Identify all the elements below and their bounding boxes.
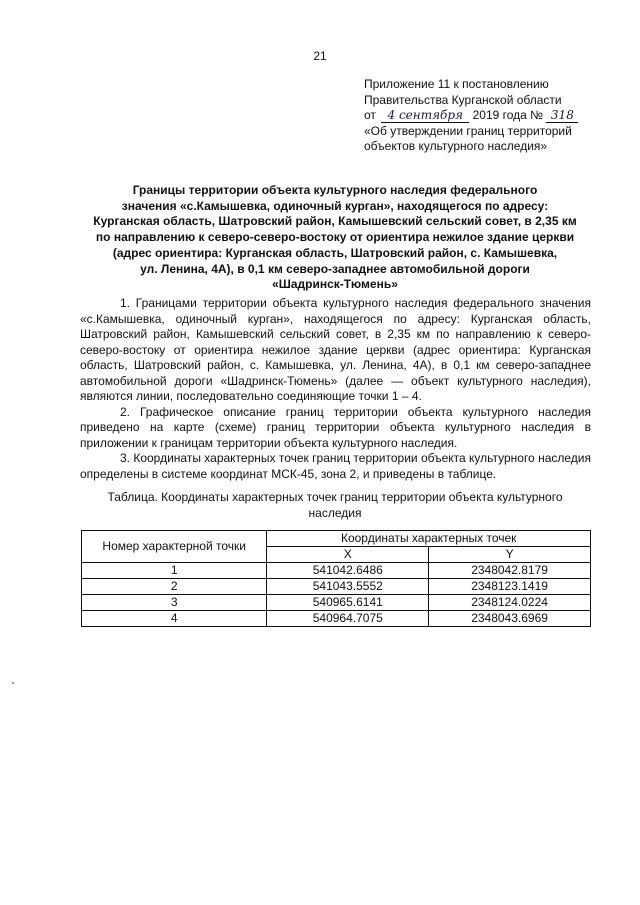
appendix-line-2: Правительства Курганской области xyxy=(364,92,562,107)
header-coordinates: Координаты характерных точек xyxy=(267,531,591,547)
paragraph-1: 1. Границами территории объекта культурного наследия федерального значения «с.Камышевка, одиночный курган», находящегося по адресу: Курганская область, Шатровский район, Камышевский сельский совет, в 2,35 км по направлению к северо-северо-востоку от ориентира нежилое здание церкви (адрес ориентира: Курганская область, Шатровский район, с. Камышевка, ул. Ленина, 4А), в 0,1 км северо-западнее автомобильной дороги «Шадринск-Тюмень» (далее — объект культурного наследия), являются линии, последовательно соединяющие точки 1 – 4. xyxy=(80,296,591,403)
cell-point: 3 xyxy=(82,595,267,611)
table-caption: Таблица. Координаты характерных точек границ территории объекта культурного наследия xyxy=(107,490,563,520)
cell-y: 2348043.6969 xyxy=(429,611,591,627)
cell-y: 2348042.8179 xyxy=(429,563,591,579)
appendix-line-4: «Об утверждении границ территорий xyxy=(364,123,572,138)
page-number: 21 xyxy=(313,49,327,63)
title-line: ул. Ленина, 4А), в 0,1 км северо-западнее автомобильной дороги xyxy=(140,261,530,276)
paragraph-3: 3. Координаты характерных точек границ территории объекта культурного наследия определены в системе координат МСК-45, зона 2, и приведены в таблице. xyxy=(80,451,591,481)
header-point-number: Номер характерной точки xyxy=(82,531,267,563)
table-header-row xyxy=(82,531,591,547)
table-row xyxy=(82,579,591,595)
cell-point: 4 xyxy=(82,611,267,627)
appendix-date-line xyxy=(364,108,624,124)
scan-speck xyxy=(12,682,14,684)
appendix-line-5: объектов культурного наследия» xyxy=(364,139,548,153)
paragraph-2: 2. Графическое описание границ территории объекта культурного наследия приведено на карте (схеме) границ территории объекта культурного наследия в приложении к границам территории объекта культурного наследия. xyxy=(80,404,591,450)
handwritten-number: 318 xyxy=(546,109,578,123)
cell-y: 2348123.1419 xyxy=(429,579,591,595)
table-row xyxy=(82,595,591,611)
title-line: (адрес ориентира: Курганская область, Шатровский район, с. Камышевка, xyxy=(112,245,558,260)
title-line: по направлению к северо-северо-востоку от ориентира нежилое здание церкви xyxy=(95,230,575,245)
cell-y: 2348124.0224 xyxy=(429,595,591,611)
table-row xyxy=(82,611,591,627)
date-year: 2019 года № xyxy=(472,108,544,122)
body-text xyxy=(80,296,591,482)
document-title xyxy=(80,183,590,293)
cell-x: 541043.5552 xyxy=(267,579,429,595)
appendix-line-1: Приложение 11 к постановлению xyxy=(364,77,549,91)
cell-x: 540965.6141 xyxy=(267,595,429,611)
title-line: значения «с.Камышевка, одиночный курган», находящегося по адресу: xyxy=(121,198,549,213)
header-x: X xyxy=(267,547,429,563)
appendix-header xyxy=(364,77,624,155)
table-row xyxy=(82,563,591,579)
date-prefix: от xyxy=(364,108,376,122)
cell-x: 540964.7075 xyxy=(267,611,429,627)
coordinates-table xyxy=(81,530,591,627)
handwritten-date: 4 сентября xyxy=(381,109,469,123)
cell-point: 1 xyxy=(82,563,267,579)
title-line: Границы территории объекта культурного наследия федерального xyxy=(132,183,538,197)
title-line: «Шадринск-Тюмень» xyxy=(272,277,398,292)
cell-x: 541042.6486 xyxy=(267,563,429,579)
header-y: Y xyxy=(429,547,591,563)
cell-point: 2 xyxy=(82,579,267,595)
title-line: Курганская область, Шатровский район, Камышевский сельский совет, в 2,35 км xyxy=(93,214,577,229)
